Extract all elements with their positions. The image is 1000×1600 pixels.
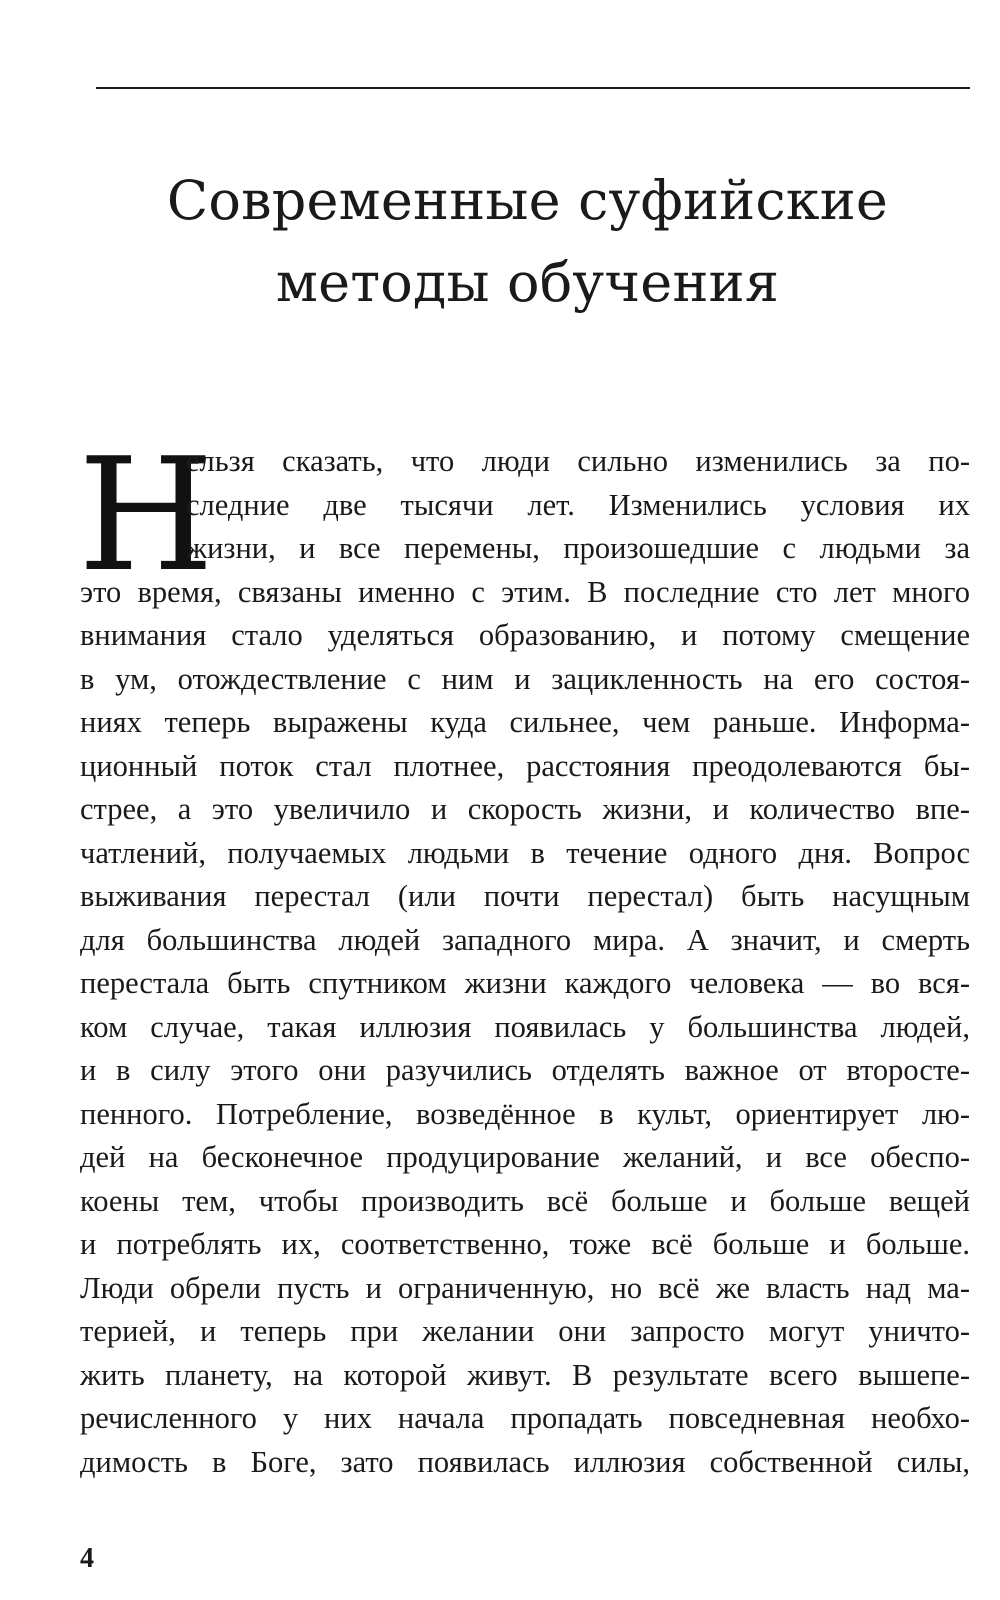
page-number: 4 (80, 1543, 94, 1574)
text-line: и потреблять их, соответственно, тоже всё больше и больше. (80, 1227, 970, 1261)
text-line: дей на бесконечное продуцирование желаний, и все обеспо- (80, 1140, 970, 1174)
drop-cap: Н (78, 424, 215, 606)
text-line: перестала быть спутником жизни каждого человека — во вся- (80, 966, 970, 1000)
text-line: для большинства людей западного мира. А значит, и смерть (80, 922, 970, 957)
text-line: ельзя сказать, что люди сильно изменились за по- (186, 444, 970, 478)
text-line: стрее, а это увеличило и скорость жизни, и количество впе- (80, 792, 970, 826)
text-line: терией, и теперь при желании они запросто могут уничто- (80, 1314, 970, 1348)
text-line: коены тем, чтобы производить всё больше и больше вещей (80, 1183, 970, 1218)
chapter-title (80, 160, 975, 324)
chapter-title-line-1: Современные суфийские (166, 169, 889, 232)
header-rule (96, 87, 970, 89)
text-line: в ум, отождествление с ним и зацикленность на его состоя- (80, 661, 970, 696)
text-line: выживания перестал (или почти перестал) быть насущным (80, 879, 970, 913)
text-line: следние две тысячи лет. Изменились условия их (186, 487, 970, 522)
text-line: и в силу этого они разучились отделять важное от второсте- (80, 1053, 970, 1087)
text-line: жить планету, на которой живут. В результате всего вышепе- (80, 1357, 970, 1392)
text-line: пенного. Потребление, возведённое в культ, ориентирует лю- (80, 1096, 970, 1131)
text-line: Люди обрели пусть и ограниченную, но всё же власть над ма- (80, 1270, 970, 1305)
text-line: речисленного у них начала пропадать повседневная необхо- (80, 1401, 970, 1435)
text-line: димость в Боге, зато появилась иллюзия собственной силы, (80, 1444, 970, 1479)
text-line: это время, связаны именно с этим. В последние сто лет много (80, 574, 970, 609)
text-line: жизни, и все перемены, произошедшие с людьми за (186, 531, 970, 565)
chapter-title-line-2: методы обучения (275, 251, 780, 314)
text-line: ниях теперь выражены куда сильнее, чем раньше. Информа- (80, 705, 970, 739)
body-paragraph (78, 424, 970, 1484)
text-line: внимания стало уделяться образованию, и потому смещение (80, 618, 970, 652)
text-line: чатлений, получаемых людьми в течение одного дня. Вопрос (80, 835, 970, 870)
text-line: ционный поток стал плотнее, расстояния преодолеваются бы- (80, 748, 970, 783)
text-line: ком случае, такая иллюзия появилась у большинства людей, (80, 1009, 970, 1044)
